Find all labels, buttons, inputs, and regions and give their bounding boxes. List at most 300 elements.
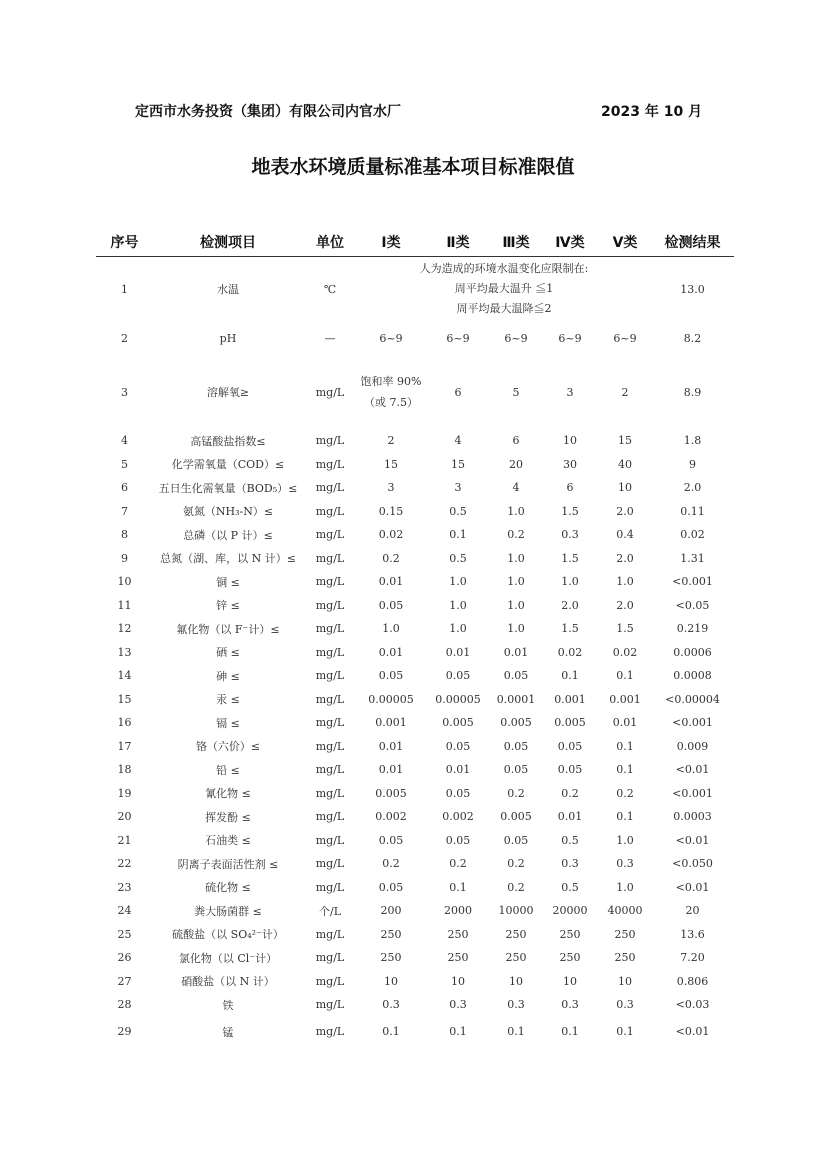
row-unit: mg/L [315, 810, 345, 824]
row-class-1: 0.002 [375, 810, 407, 824]
row-class-5: 10 [618, 481, 632, 495]
row-class-3: 0.1 [507, 1025, 525, 1038]
col-header-item: 检测项目 [153, 228, 303, 257]
row-class-3: 20 [509, 457, 523, 471]
row-result: 0.806 [676, 974, 709, 988]
row-class-2: 1.0 [449, 575, 467, 589]
row-class-2: 6 [454, 385, 462, 399]
row-class-1: 2 [387, 434, 395, 448]
row-item: 硝酸盐（以 N 计） [181, 975, 275, 989]
table-row [96, 476, 734, 500]
row-class-3: 1.0 [507, 504, 525, 518]
row-class-2: 250 [447, 951, 469, 965]
row-class-3: 0.2 [507, 786, 525, 800]
table-row [96, 429, 734, 453]
row-class-1: 1.0 [382, 622, 400, 636]
row-item: 五日生化需氧量（BOD₅）≤ [158, 481, 298, 495]
row-class-4: 0.05 [557, 739, 583, 753]
note-line: 人为造成的环境水温变化应限制在: [419, 262, 589, 275]
table-row [96, 1017, 734, 1047]
row-class-4: 0.1 [561, 669, 579, 683]
row-unit: mg/L [315, 857, 345, 871]
row-class-4: 1.0 [561, 575, 579, 589]
row-item: 铜 ≤ [216, 575, 240, 589]
row-no: 21 [117, 833, 132, 847]
row-no: 5 [121, 457, 128, 471]
document-title: 地表水环境质量标准基本项目标准限值 [251, 156, 575, 178]
row-class-1: 0.01 [378, 739, 404, 753]
row-class-5: 1.0 [616, 880, 634, 894]
row-no: 12 [117, 622, 132, 636]
row-item: 粪大肠菌群 ≤ [194, 904, 262, 918]
row-class-2: 3 [454, 481, 462, 495]
row-unit: mg/L [315, 951, 345, 965]
row-unit: mg/L [315, 739, 345, 753]
row-class-4: 10 [563, 974, 577, 988]
row-class-3: 10000 [498, 904, 534, 918]
row-unit: mg/L [315, 692, 345, 706]
row-class-5: 0.1 [616, 810, 634, 824]
row-result: 13.6 [680, 927, 705, 941]
row-class-5: 1.5 [616, 622, 634, 636]
row-no: 14 [117, 669, 132, 683]
row-class-4: 10 [563, 434, 577, 448]
row-class-4: 6 [566, 481, 574, 495]
row-class-2: 1.0 [449, 622, 467, 636]
row-class-1: 0.1 [382, 1025, 400, 1038]
row-unit: — [324, 331, 336, 345]
row-item: 氰化物 ≤ [205, 787, 251, 801]
col-header-no: 序号 [96, 228, 153, 257]
row-result: <0.05 [675, 598, 710, 612]
row-result: <0.001 [672, 786, 713, 800]
row-unit: mg/L [315, 669, 345, 683]
row-class-3: 250 [505, 927, 527, 941]
table-row [96, 711, 734, 735]
row-no: 4 [121, 434, 128, 448]
col-header-class-1: Ⅰ类 [357, 228, 425, 257]
row-class-1: 0.02 [378, 528, 404, 542]
row-class-5: 2 [621, 385, 629, 399]
table-row [96, 735, 734, 759]
table-row [96, 641, 734, 665]
row-item: 化学需氧量（COD）≤ [171, 458, 285, 472]
row-class-5: 6~9 [613, 331, 637, 345]
row-class-1: 0.005 [375, 786, 407, 800]
row-class-4: 0.001 [554, 692, 586, 706]
row-class-3: 1.0 [507, 551, 525, 565]
row-no: 25 [117, 927, 132, 941]
row-class-2: 0.5 [449, 551, 467, 565]
row-no: 6 [121, 481, 128, 495]
row-result: 13.0 [680, 282, 705, 296]
water-temperature-note [357, 257, 651, 322]
table-row [96, 782, 734, 806]
table-row [96, 500, 734, 524]
row-class-5: 2.0 [616, 551, 634, 565]
col-header-class-4: Ⅳ类 [541, 228, 599, 257]
row-item: 阴离子表面活性剂 ≤ [177, 857, 279, 871]
row-class-1: 0.01 [378, 763, 404, 777]
row-class-5: 40000 [607, 904, 643, 918]
row-class-2: 0.01 [445, 763, 471, 777]
standards-table [96, 228, 734, 1047]
row-no: 1 [121, 282, 128, 296]
row-no: 20 [117, 810, 132, 824]
row-class-4: 6~9 [558, 331, 582, 345]
row-class-1: 6~9 [379, 331, 403, 345]
row-result: 0.219 [676, 622, 709, 636]
row-class-3: 0.05 [503, 669, 529, 683]
row-class-2: 1.0 [449, 598, 467, 612]
row-unit: mg/L [315, 786, 345, 800]
row-class-3: 0.2 [507, 528, 525, 542]
row-class-3: 0.3 [507, 998, 525, 1012]
row-result: <0.050 [672, 857, 713, 871]
row-class-1: 200 [380, 904, 402, 918]
row-class-1: 0.3 [382, 998, 400, 1012]
table-header-row [96, 228, 734, 257]
row-result: 0.0003 [673, 810, 712, 824]
row-class-4: 0.1 [561, 1025, 579, 1038]
row-class-2: 15 [451, 457, 465, 471]
table-row [96, 523, 734, 547]
row-item: pH [219, 331, 237, 345]
row-class-3: 0.0001 [496, 692, 536, 706]
row-class-4: 3 [566, 385, 574, 399]
row-item: 砷 ≤ [216, 669, 240, 683]
row-result: <0.001 [672, 716, 713, 730]
row-class-2: 4 [454, 434, 462, 448]
row-item: 汞 ≤ [216, 693, 240, 707]
row-class-1: 0.2 [382, 551, 400, 565]
row-class-2: 2000 [444, 904, 472, 918]
row-class-3: 0.005 [500, 716, 532, 730]
row-result: 2.0 [683, 481, 702, 495]
row-item: 铁 [222, 998, 234, 1012]
row-no: 23 [117, 880, 132, 894]
row-no: 10 [117, 575, 132, 589]
row-unit: mg/L [315, 1025, 345, 1038]
table-row [96, 355, 734, 429]
row-no: 19 [117, 786, 132, 800]
row-class-2: 0.01 [445, 645, 471, 659]
row-class-4: 1.5 [561, 622, 579, 636]
row-class-4: 250 [559, 951, 581, 965]
row-no: 13 [117, 645, 132, 659]
row-no: 7 [121, 504, 128, 518]
row-class-1: 0.001 [375, 716, 407, 730]
row-class-2: 0.05 [445, 786, 471, 800]
row-result: <0.001 [672, 575, 713, 589]
note-line: 周平均最大温降≦2 [456, 302, 552, 315]
row-item: 挥发酚 ≤ [205, 810, 251, 824]
row-class-5: 0.1 [616, 763, 634, 777]
row-item: 氨氮（NH₃-N）≤ [182, 505, 274, 519]
row-result: 0.009 [676, 739, 709, 753]
row-class-3: 0.01 [503, 645, 529, 659]
row-class-4: 30 [563, 457, 577, 471]
row-class-5: 0.3 [616, 857, 634, 871]
table-row [96, 805, 734, 829]
row-item: 高锰酸盐指数≤ [190, 434, 266, 448]
table-row [96, 617, 734, 641]
row-unit: mg/L [315, 716, 345, 730]
row-class-1: 0.15 [378, 504, 404, 518]
row-class-2: 250 [447, 927, 469, 941]
row-unit: mg/L [315, 504, 345, 518]
row-class-1: 0.05 [378, 669, 404, 683]
row-class-1: 0.05 [378, 880, 404, 894]
row-result: <0.03 [675, 998, 710, 1012]
row-class-2: 0.1 [449, 528, 467, 542]
row-class-3: 5 [512, 385, 520, 399]
row-item: 铬（六价）≤ [195, 740, 261, 754]
row-class-5: 0.4 [616, 528, 634, 542]
report-date: 2023 年 10 月 [601, 104, 703, 120]
row-class-3: 0.2 [507, 857, 525, 871]
row-class-4: 1.5 [561, 504, 579, 518]
row-class-5: 1.0 [616, 575, 634, 589]
row-result: 1.31 [680, 551, 705, 565]
row-no: 27 [117, 974, 132, 988]
row-class-5: 0.001 [609, 692, 641, 706]
row-no: 3 [121, 385, 128, 399]
row-class-4: 250 [559, 927, 581, 941]
row-unit: ℃ [323, 282, 337, 296]
row-result: 1.8 [683, 434, 702, 448]
table-row [96, 453, 734, 477]
col-header-class-5: Ⅴ类 [599, 228, 651, 257]
row-class-4: 1.5 [561, 551, 579, 565]
row-item: 锰 [222, 1025, 234, 1039]
row-class-2: 0.005 [442, 716, 474, 730]
row-class-3: 6 [512, 434, 520, 448]
row-class-5: 1.0 [616, 833, 634, 847]
row-class-5: 0.3 [616, 998, 634, 1012]
table-row [96, 946, 734, 970]
row-class-4: 0.5 [561, 880, 579, 894]
row-unit: mg/L [315, 833, 345, 847]
row-no: 26 [117, 951, 132, 965]
row-class-2: 0.5 [449, 504, 467, 518]
row-unit: mg/L [315, 598, 345, 612]
table-row [96, 321, 734, 355]
row-class-3: 1.0 [507, 622, 525, 636]
row-class-1: 0.01 [378, 645, 404, 659]
row-unit: mg/L [315, 880, 345, 894]
row-class-3: 250 [505, 951, 527, 965]
row-class-3: 1.0 [507, 598, 525, 612]
row-result: <0.01 [675, 833, 710, 847]
row-class-1: 0.2 [382, 857, 400, 871]
row-class-5: 2.0 [616, 504, 634, 518]
row-no: 29 [117, 1025, 132, 1038]
row-no: 9 [121, 551, 128, 565]
row-class-4: 0.5 [561, 833, 579, 847]
row-class-1: 0.00005 [368, 692, 414, 706]
row-class-3: 1.0 [507, 575, 525, 589]
row-unit: mg/L [315, 645, 345, 659]
row-item: 水温 [217, 283, 239, 296]
row-item: 硫化物 ≤ [205, 881, 251, 895]
row-unit: mg/L [315, 763, 345, 777]
col-header-class-3: Ⅲ类 [491, 228, 541, 257]
row-unit: mg/L [315, 927, 345, 941]
row-item: 总磷（以 P 计）≤ [183, 528, 273, 542]
row-result: 20 [685, 904, 700, 918]
col-header-class-2: Ⅱ类 [425, 228, 491, 257]
row-class-1: 250 [380, 951, 402, 965]
row-no: 22 [117, 857, 132, 871]
table-row [96, 970, 734, 994]
row-no: 11 [117, 598, 132, 612]
row-item: 硒 ≤ [216, 646, 240, 660]
row-no: 28 [117, 998, 132, 1012]
row-class-2: 0.002 [442, 810, 474, 824]
col-header-unit: 单位 [303, 228, 357, 257]
row-class-5: 10 [618, 974, 632, 988]
row-class-1: 饱和率 90%（或 7.5） [360, 375, 422, 409]
row-result: 0.0008 [673, 669, 712, 683]
row-class-2: 0.05 [445, 669, 471, 683]
row-no: 2 [121, 331, 128, 345]
row-unit: mg/L [315, 385, 345, 399]
row-class-2: 0.05 [445, 833, 471, 847]
row-unit: mg/L [315, 528, 345, 542]
row-unit: mg/L [315, 575, 345, 589]
row-item: 硫酸盐（以 SO₄²⁻计） [172, 928, 284, 942]
row-item: 总氮（湖、库，以 N 计）≤ [160, 552, 296, 566]
row-class-1: 3 [387, 481, 395, 495]
row-no: 16 [117, 716, 132, 730]
row-item: 镉 ≤ [216, 716, 240, 730]
row-no: 24 [117, 904, 132, 918]
row-result: <0.01 [675, 763, 710, 777]
row-unit: mg/L [315, 998, 345, 1012]
row-class-5: 2.0 [616, 598, 634, 612]
row-result: <0.01 [675, 1025, 710, 1038]
row-class-4: 0.3 [561, 998, 579, 1012]
row-class-5: 0.02 [612, 645, 638, 659]
row-unit: 个/L [318, 904, 341, 918]
row-class-4: 0.3 [561, 857, 579, 871]
row-class-3: 0.05 [503, 739, 529, 753]
row-class-1: 10 [384, 974, 398, 988]
row-class-5: 0.01 [612, 716, 638, 730]
row-class-5: 0.1 [616, 739, 634, 753]
row-result: 0.0006 [673, 645, 712, 659]
row-class-4: 0.3 [561, 528, 579, 542]
row-item: 溶解氧≥ [206, 386, 250, 399]
row-item: 氯化物（以 Cl⁻计） [178, 951, 278, 965]
table-row [96, 758, 734, 782]
organization-name: 定西市水务投资（集团）有限公司内官水厂 [135, 104, 401, 120]
row-result: 8.9 [683, 385, 702, 399]
table-row [96, 688, 734, 712]
row-class-5: 40 [618, 457, 632, 471]
row-class-1: 15 [384, 457, 398, 471]
table-row [96, 664, 734, 688]
row-item: 氟化物（以 F⁻计）≤ [176, 622, 280, 636]
row-class-3: 0.2 [507, 880, 525, 894]
row-no: 15 [117, 692, 132, 706]
row-unit: mg/L [315, 974, 345, 988]
table-row [96, 899, 734, 923]
row-unit: mg/L [315, 434, 345, 448]
row-class-5: 0.1 [616, 669, 634, 683]
note-line: 周平均最大温升 ≦1 [454, 282, 554, 295]
row-unit: mg/L [315, 481, 345, 495]
row-class-1: 0.05 [378, 598, 404, 612]
row-class-3: 10 [509, 974, 523, 988]
row-class-2: 0.05 [445, 739, 471, 753]
row-result: <0.00004 [665, 692, 720, 706]
row-class-1: 0.05 [378, 833, 404, 847]
row-class-4: 0.2 [561, 786, 579, 800]
row-result: 9 [689, 457, 696, 471]
row-item: 锌 ≤ [216, 599, 240, 613]
row-class-3: 6~9 [504, 331, 528, 345]
row-unit: mg/L [315, 622, 345, 636]
table-row [96, 993, 734, 1017]
row-result: 0.02 [680, 528, 705, 542]
row-result: 0.11 [680, 504, 705, 518]
table-row [96, 923, 734, 947]
row-class-2: 6~9 [446, 331, 470, 345]
row-item: 石油类 ≤ [205, 834, 251, 848]
row-class-3: 0.005 [500, 810, 532, 824]
row-class-2: 0.1 [449, 1025, 467, 1038]
table-row [96, 876, 734, 900]
table-row [96, 570, 734, 594]
table-row [96, 852, 734, 876]
row-class-3: 4 [512, 481, 520, 495]
row-class-4: 0.05 [557, 763, 583, 777]
row-class-2: 0.00005 [435, 692, 481, 706]
row-class-5: 0.1 [616, 1025, 634, 1038]
row-class-2: 10 [451, 974, 465, 988]
row-class-4: 2.0 [561, 598, 579, 612]
row-class-4: 0.02 [557, 645, 583, 659]
row-result: 7.20 [680, 951, 705, 965]
row-class-4: 0.01 [557, 810, 583, 824]
row-no: 17 [117, 739, 132, 753]
row-unit: mg/L [315, 457, 345, 471]
row-class-1: 0.01 [378, 575, 404, 589]
row-class-3: 0.05 [503, 763, 529, 777]
table-row [96, 829, 734, 853]
row-class-5: 0.2 [616, 786, 634, 800]
row-class-1: 250 [380, 927, 402, 941]
row-result: 8.2 [683, 331, 702, 345]
row-class-5: 250 [614, 927, 636, 941]
row-class-5: 15 [618, 434, 632, 448]
row-no: 18 [117, 763, 132, 777]
row-class-2: 0.3 [449, 998, 467, 1012]
table-row [96, 257, 734, 322]
row-class-2: 0.2 [449, 857, 467, 871]
col-header-result: 检测结果 [651, 228, 734, 257]
row-item: 铅 ≤ [216, 763, 240, 777]
row-unit: mg/L [315, 551, 345, 565]
table-row [96, 594, 734, 618]
row-class-4: 20000 [552, 904, 588, 918]
table-row [96, 547, 734, 571]
row-class-2: 0.1 [449, 880, 467, 894]
row-no: 8 [121, 528, 128, 542]
row-class-5: 250 [614, 951, 636, 965]
